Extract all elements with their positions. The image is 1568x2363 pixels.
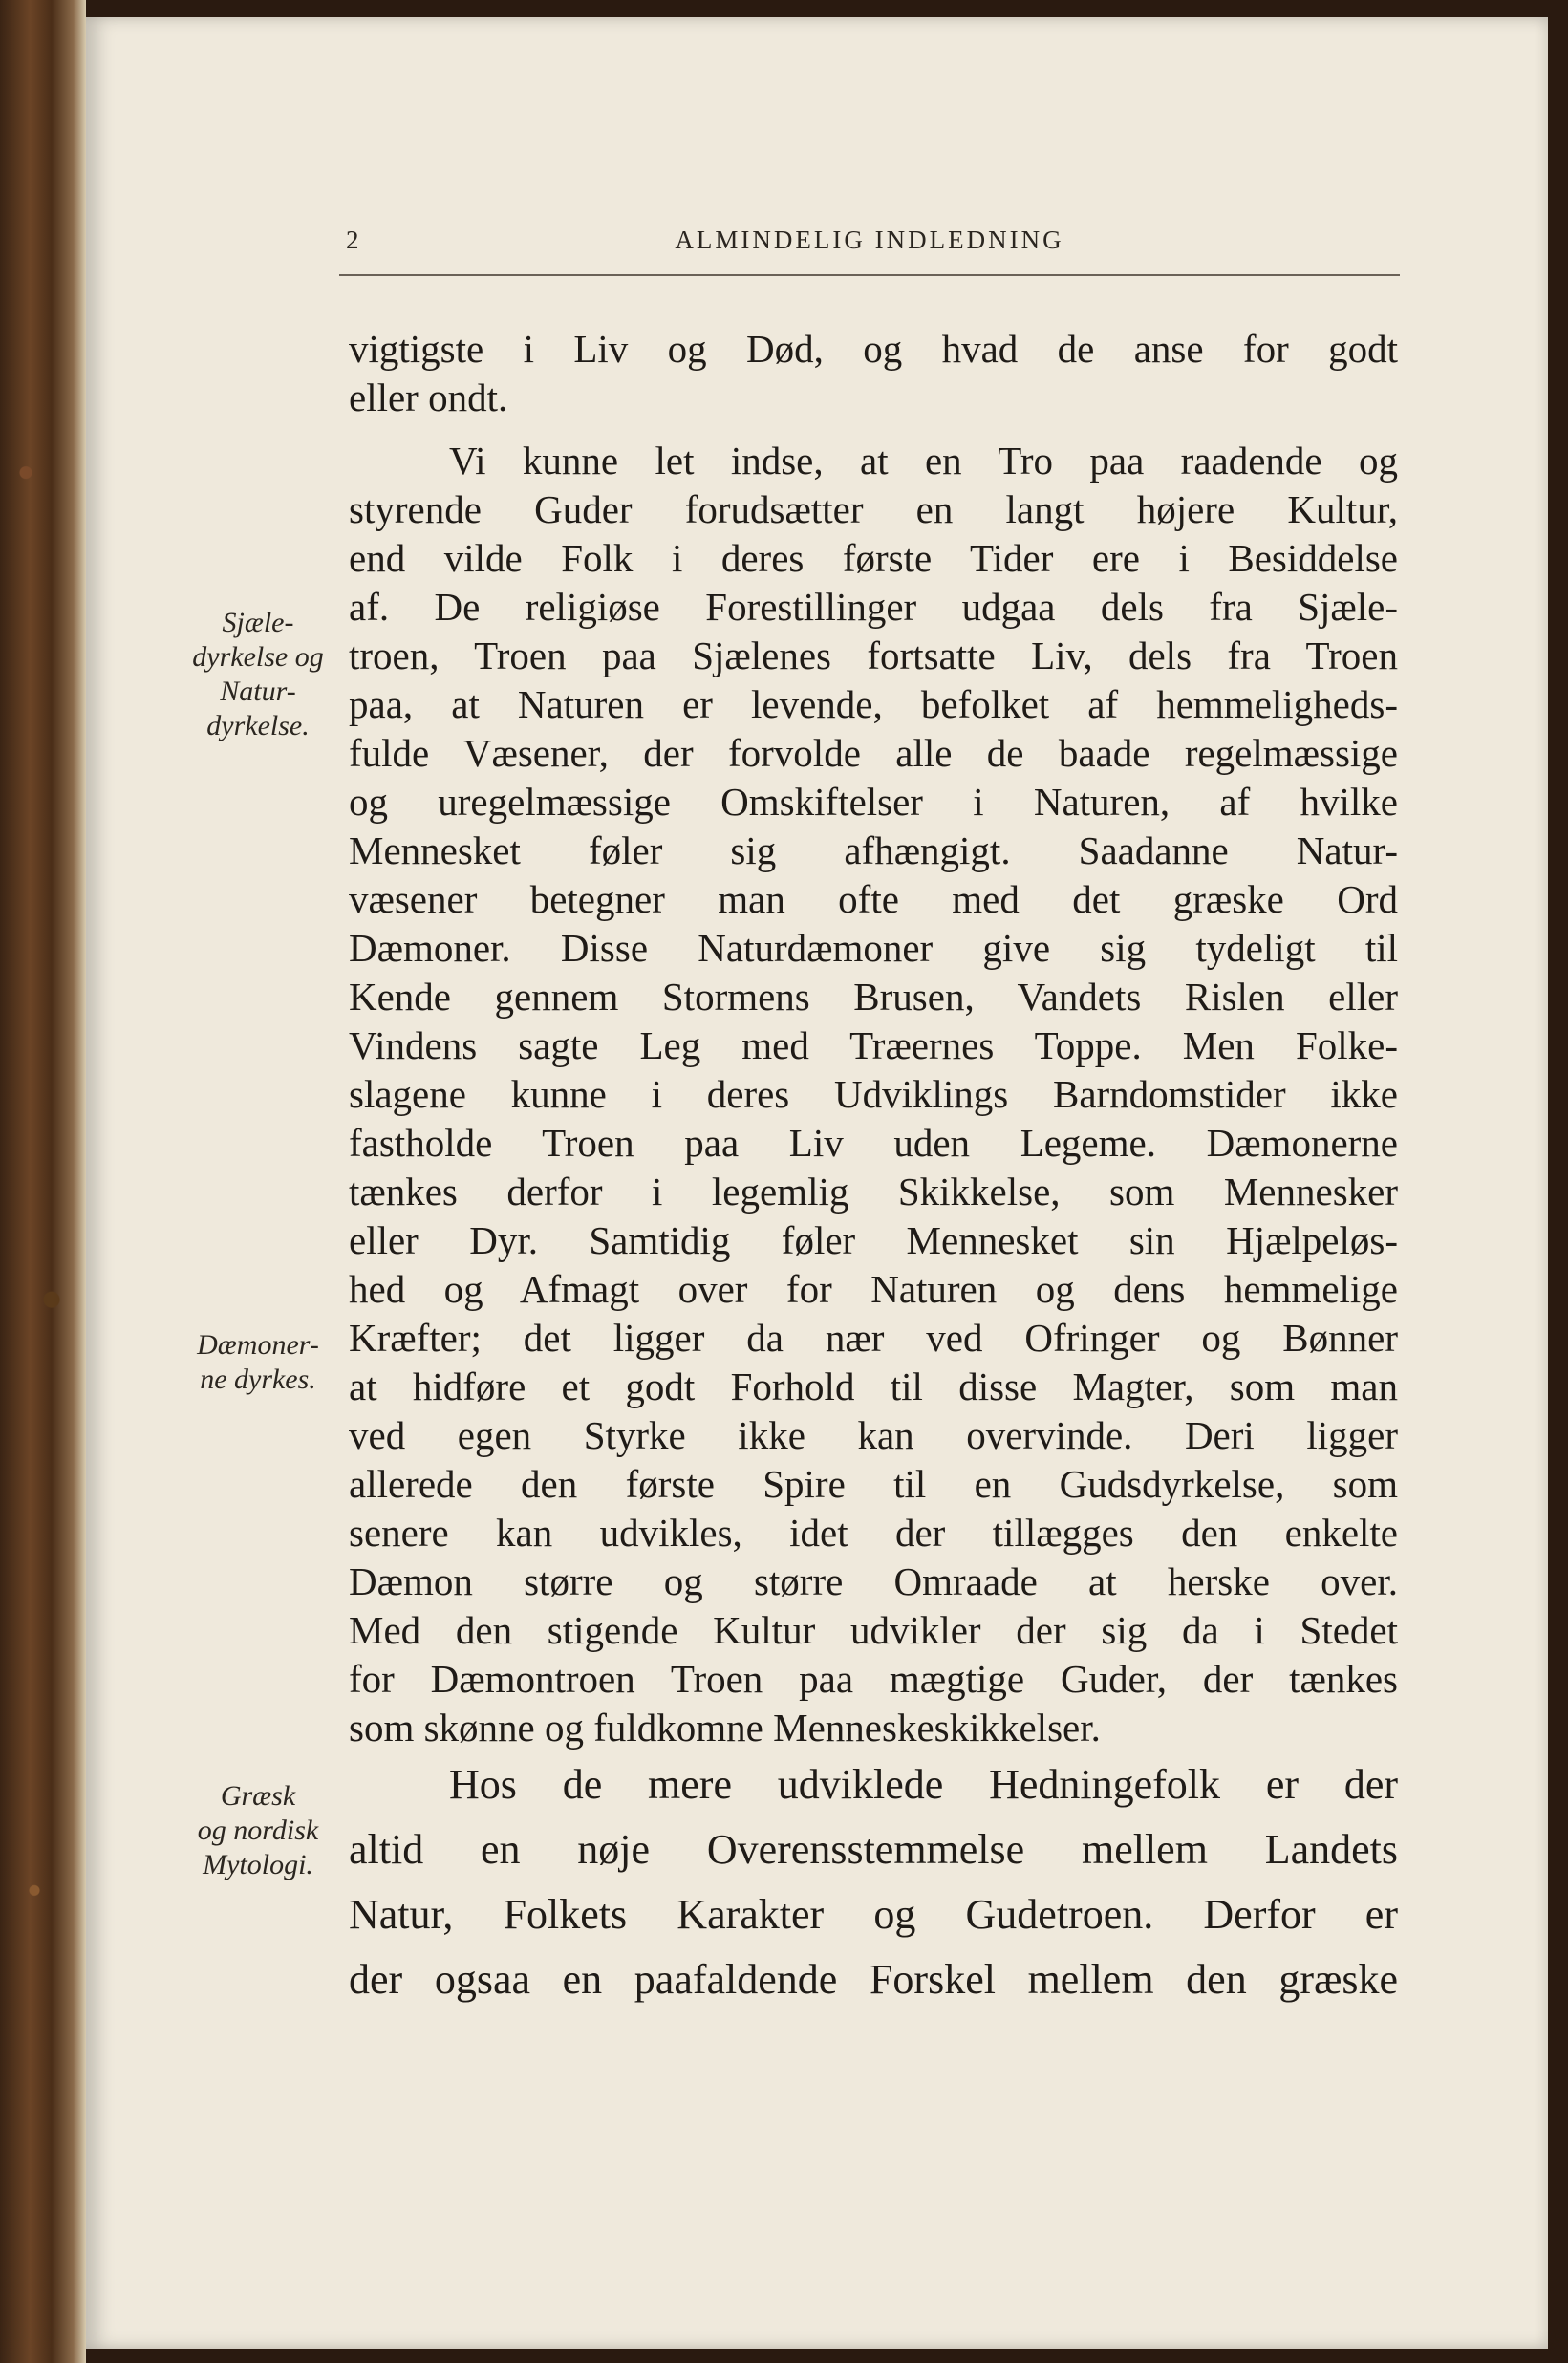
text-line: slagene kunne i deres Udviklings Barndomstider ikke [349, 1072, 1398, 1116]
text-line: troen, Troen paa Sjælenes fortsatte Liv, dels fra Troen [349, 634, 1398, 677]
text-line: vigtigste i Liv og Død, og hvad de anse for godt [349, 327, 1398, 371]
text-line: for Dæmontroen Troen paa mægtige Guder, der tænkes [349, 1657, 1398, 1701]
text-line: Vi kunne let indse, at en Tro paa raadende og [449, 439, 1398, 483]
text-line: eller Dyr. Samtidig føler Mennesket sin Hjælpeløs- [349, 1218, 1398, 1262]
page-header [339, 226, 1400, 260]
header-rule [339, 274, 1400, 276]
margin-note-line: Græsk [220, 1780, 296, 1812]
text-line: at hidføre et godt Forhold til disse Magter, som man [349, 1364, 1398, 1408]
margin-note-line: Natur- [220, 676, 296, 707]
text-line: paa, at Naturen er levende, befolket af hemmeligheds- [349, 682, 1398, 726]
text-line: som skønne og fuldkomne Menneskeskikkelser. [349, 1706, 1101, 1750]
margin-note-line: og nordisk [197, 1815, 319, 1846]
margin-note-greek-norse-mythology [167, 1779, 349, 1882]
text-line: altid en nøje Overensstemmelse mellem Landets [349, 1826, 1398, 1873]
text-line: senere kan udvikles, idet der tillægges den enkelte [349, 1511, 1398, 1555]
text-line: væsener betegner man ofte med det græske Ord [349, 877, 1398, 921]
page-number: 2 [346, 226, 359, 254]
book-binding-edge [0, 0, 86, 2363]
text-line: Kende gennem Stormens Brusen, Vandets Rislen eller [349, 975, 1398, 1019]
text-line: fastholde Troen paa Liv uden Legeme. Dæmonerne [349, 1121, 1398, 1165]
text-line: Dæmon større og større Omraade at herske over. [349, 1559, 1398, 1603]
text-line: Med den stigende Kultur udvikler der sig da i Stedet [349, 1608, 1398, 1652]
paragraph [349, 325, 1398, 422]
text-line: styrende Guder forudsætter en langt højere Kultur, [349, 487, 1398, 531]
text-line: allerede den første Spire til en Gudsdyrkelse, som [349, 1462, 1398, 1506]
text-line: Natur, Folkets Karakter og Gudetroen. Derfor er [349, 1891, 1398, 1938]
running-title: ALMINDELIG INDLEDNING [675, 226, 1064, 254]
text-line: Kræfter; det ligger da nær ved Ofringer og Bønner [349, 1316, 1398, 1360]
text-line: tænkes derfor i legemlig Skikkelse, som Mennesker [349, 1170, 1398, 1214]
paragraph [349, 1752, 1398, 2012]
text-line: hed og Afmagt over for Naturen og dens hemmelige [349, 1267, 1398, 1311]
margin-note-line: ne dyrkes. [200, 1364, 316, 1395]
margin-note-line: Sjæle- [222, 607, 294, 638]
text-line: Vindens sagte Leg med Træernes Toppe. Men Folke- [349, 1023, 1398, 1067]
margin-note-line: dyrkelse og [192, 641, 324, 673]
text-line: af. De religiøse Forestillinger udgaa dels fra Sjæle- [349, 585, 1398, 629]
text-line: end vilde Folk i deres første Tider ere i Besiddelse [349, 536, 1398, 580]
margin-note-line: dyrkelse. [206, 710, 310, 741]
margin-note-line: Dæmoner- [197, 1329, 319, 1361]
text-line: Dæmoner. Disse Naturdæmoner give sig tydeligt til [349, 926, 1398, 970]
body-text [349, 325, 1398, 2012]
text-line: eller ondt. [349, 376, 508, 419]
text-line: ved egen Styrke ikke kan overvinde. Deri ligger [349, 1413, 1398, 1457]
margin-note-demon-worship [167, 1328, 349, 1397]
text-line: og uregelmæssige Omskiftelser i Naturen, af hvilke [349, 780, 1398, 824]
text-line: der ogsaa en paafaldende Forskel mellem den græske [349, 1956, 1398, 2003]
margin-note-soul-nature-worship [172, 606, 344, 743]
text-line: Hos de mere udviklede Hedningefolk er der [449, 1761, 1398, 1808]
margin-note-line: Mytologi. [203, 1849, 313, 1880]
text-line: fulde Væsener, der forvolde alle de baade regelmæssige [349, 731, 1398, 775]
text-line: Mennesket føler sig afhængigt. Saadanne Natur- [349, 828, 1398, 872]
paragraph [349, 437, 1398, 1752]
